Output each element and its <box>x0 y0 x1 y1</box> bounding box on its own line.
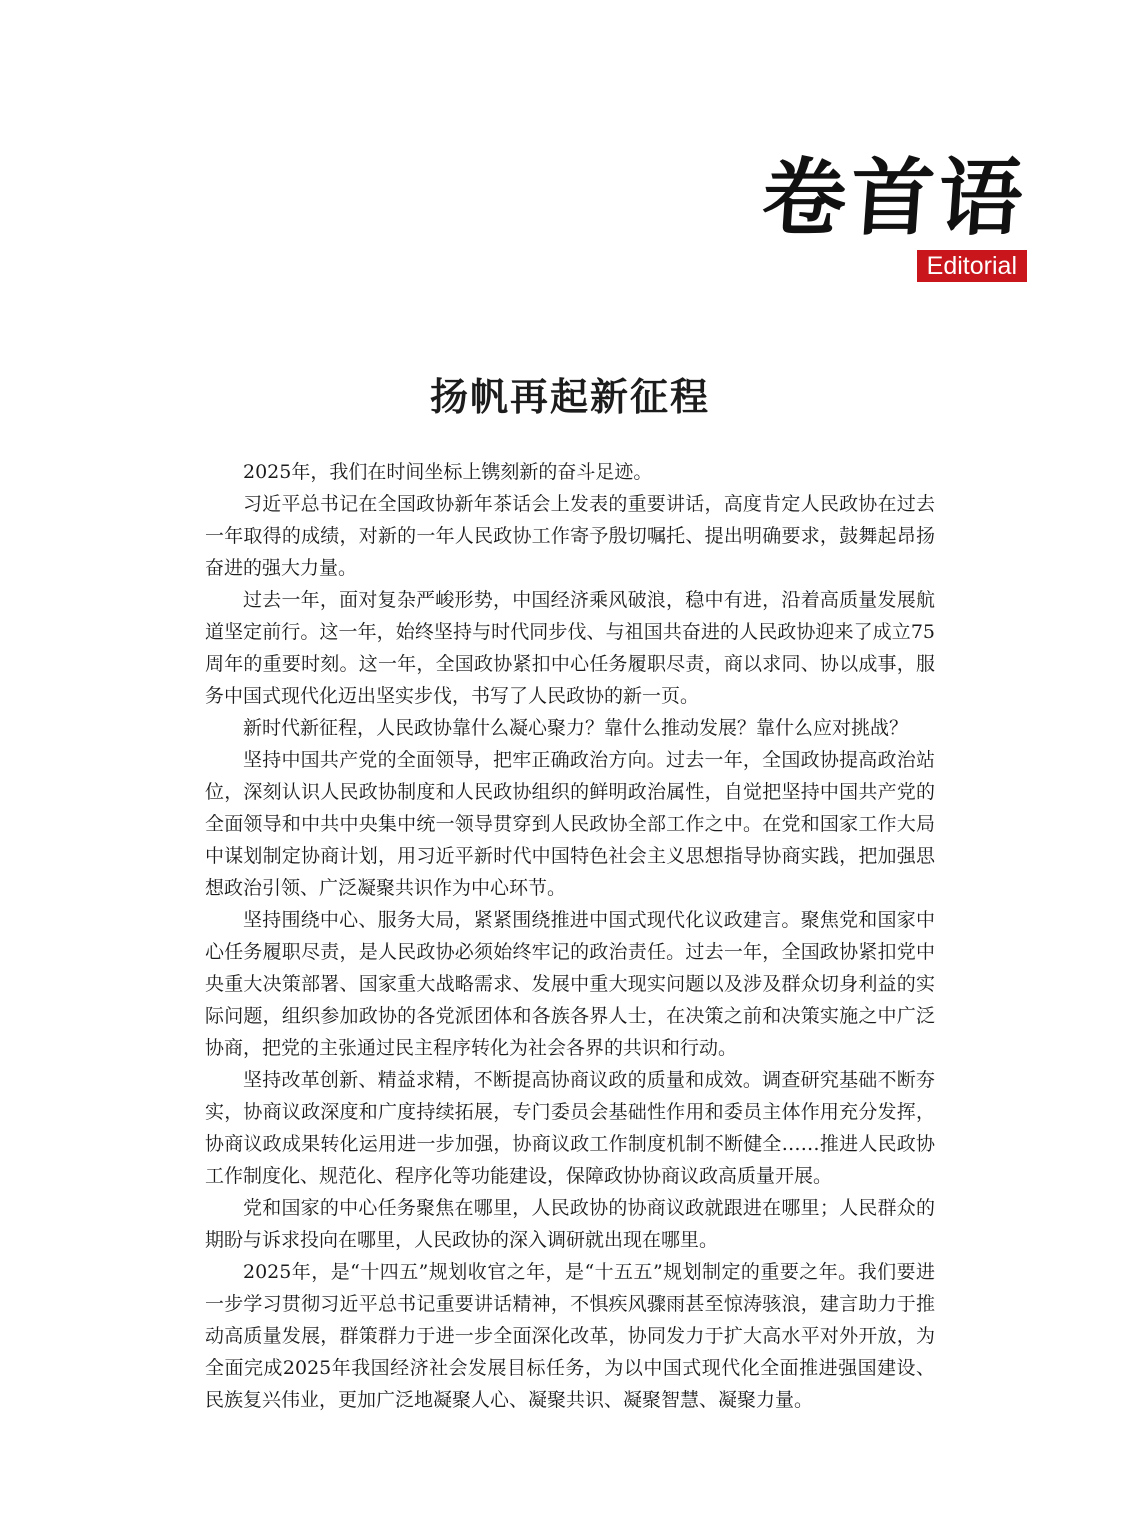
article-paragraph: 新时代新征程，人民政协靠什么凝心聚力？靠什么推动发展？靠什么应对挑战？ <box>243 717 909 739</box>
article-body <box>205 456 935 1416</box>
masthead <box>758 148 1030 282</box>
article-paragraph: 坚持中国共产党的全面领导，把牢正确政治方向。过去一年，全国政协提高政治站位，深刻认识人民政协制度和人民政协组织的鲜明政治属性，自觉把坚持中国共产党的全面领导和中共中央集中统一领导贯穿到人民政协全部工作之中。在党和国家工作大局中谋划制定协商计划，用习近平新时代中国特色社会主义思想指导协商实践，把加强思想政治引领、广泛凝聚共识作为中心环节。 <box>205 749 935 899</box>
article-paragraph: 2025年，是“十四五”规划收官之年，是“十五五”规划制定的重要之年。我们要进一步学习贯彻习近平总书记重要讲话精神，不惧疾风骤雨甚至惊涛骇浪，建言助力于推动高质量发展，群策群力于进一步全面深化改革，协同发力于扩大高水平对外开放，为全面完成2025年我国经济社会发展目标任务，为以中国式现代化全面推进强国建设、民族复兴伟业，更加广泛地凝聚人心、凝聚共识、凝聚智慧、凝聚力量。 <box>205 1261 935 1411</box>
masthead-calligraphy-title: 卷首语 <box>758 148 1030 247</box>
article-paragraph: 党和国家的中心任务聚焦在哪里，人民政协的协商议政就跟进在哪里；人民群众的期盼与诉求投向在哪里，人民政协的深入调研就出现在哪里。 <box>205 1197 935 1251</box>
article-paragraph: 习近平总书记在全国政协新年茶话会上发表的重要讲话，高度肯定人民政协在过去一年取得的成绩，对新的一年人民政协工作寄予殷切嘱托、提出明确要求，鼓舞起昂扬奋进的强大力量。 <box>205 493 935 579</box>
article-paragraph: 坚持改革创新、精益求精，不断提高协商议政的质量和成效。调查研究基础不断夯实，协商议政深度和广度持续拓展，专门委员会基础性作用和委员主体作用充分发挥，协商议政成果转化运用进一步加强，协商议政工作制度机制不断健全……推进人民政协工作制度化、规范化、程序化等功能建设，保障政协协商议政高质量开展。 <box>205 1069 935 1187</box>
article-paragraph: 过去一年，面对复杂严峻形势，中国经济乘风破浪，稳中有进，沿着高质量发展航道坚定前行。这一年，始终坚持与时代同步伐、与祖国共奋进的人民政协迎来了成立75周年的重要时刻。这一年，全国政协紧扣中心任务履职尽责，商以求同、协以成事，服务中国式现代化迈出坚实步伐，书写了人民政协的新一页。 <box>205 589 935 707</box>
article-paragraph: 坚持围绕中心、服务大局，紧紧围绕推进中国式现代化议政建言。聚焦党和国家中心任务履职尽责，是人民政协必须始终牢记的政治责任。过去一年，全国政协紧扣党中央重大决策部署、国家重大战略需求、发展中重大现实问题以及涉及群众切身利益的实际问题，组织参加政协的各党派团体和各族各界人士，在决策之前和决策实施之中广泛协商，把党的主张通过民主程序转化为社会各界的共识和行动。 <box>205 909 935 1059</box>
editorial-badge: Editorial <box>917 250 1027 282</box>
article-paragraph: 2025年，我们在时间坐标上镌刻新的奋斗足迹。 <box>243 461 653 483</box>
article-title: 扬帆再起新征程 <box>429 374 710 419</box>
